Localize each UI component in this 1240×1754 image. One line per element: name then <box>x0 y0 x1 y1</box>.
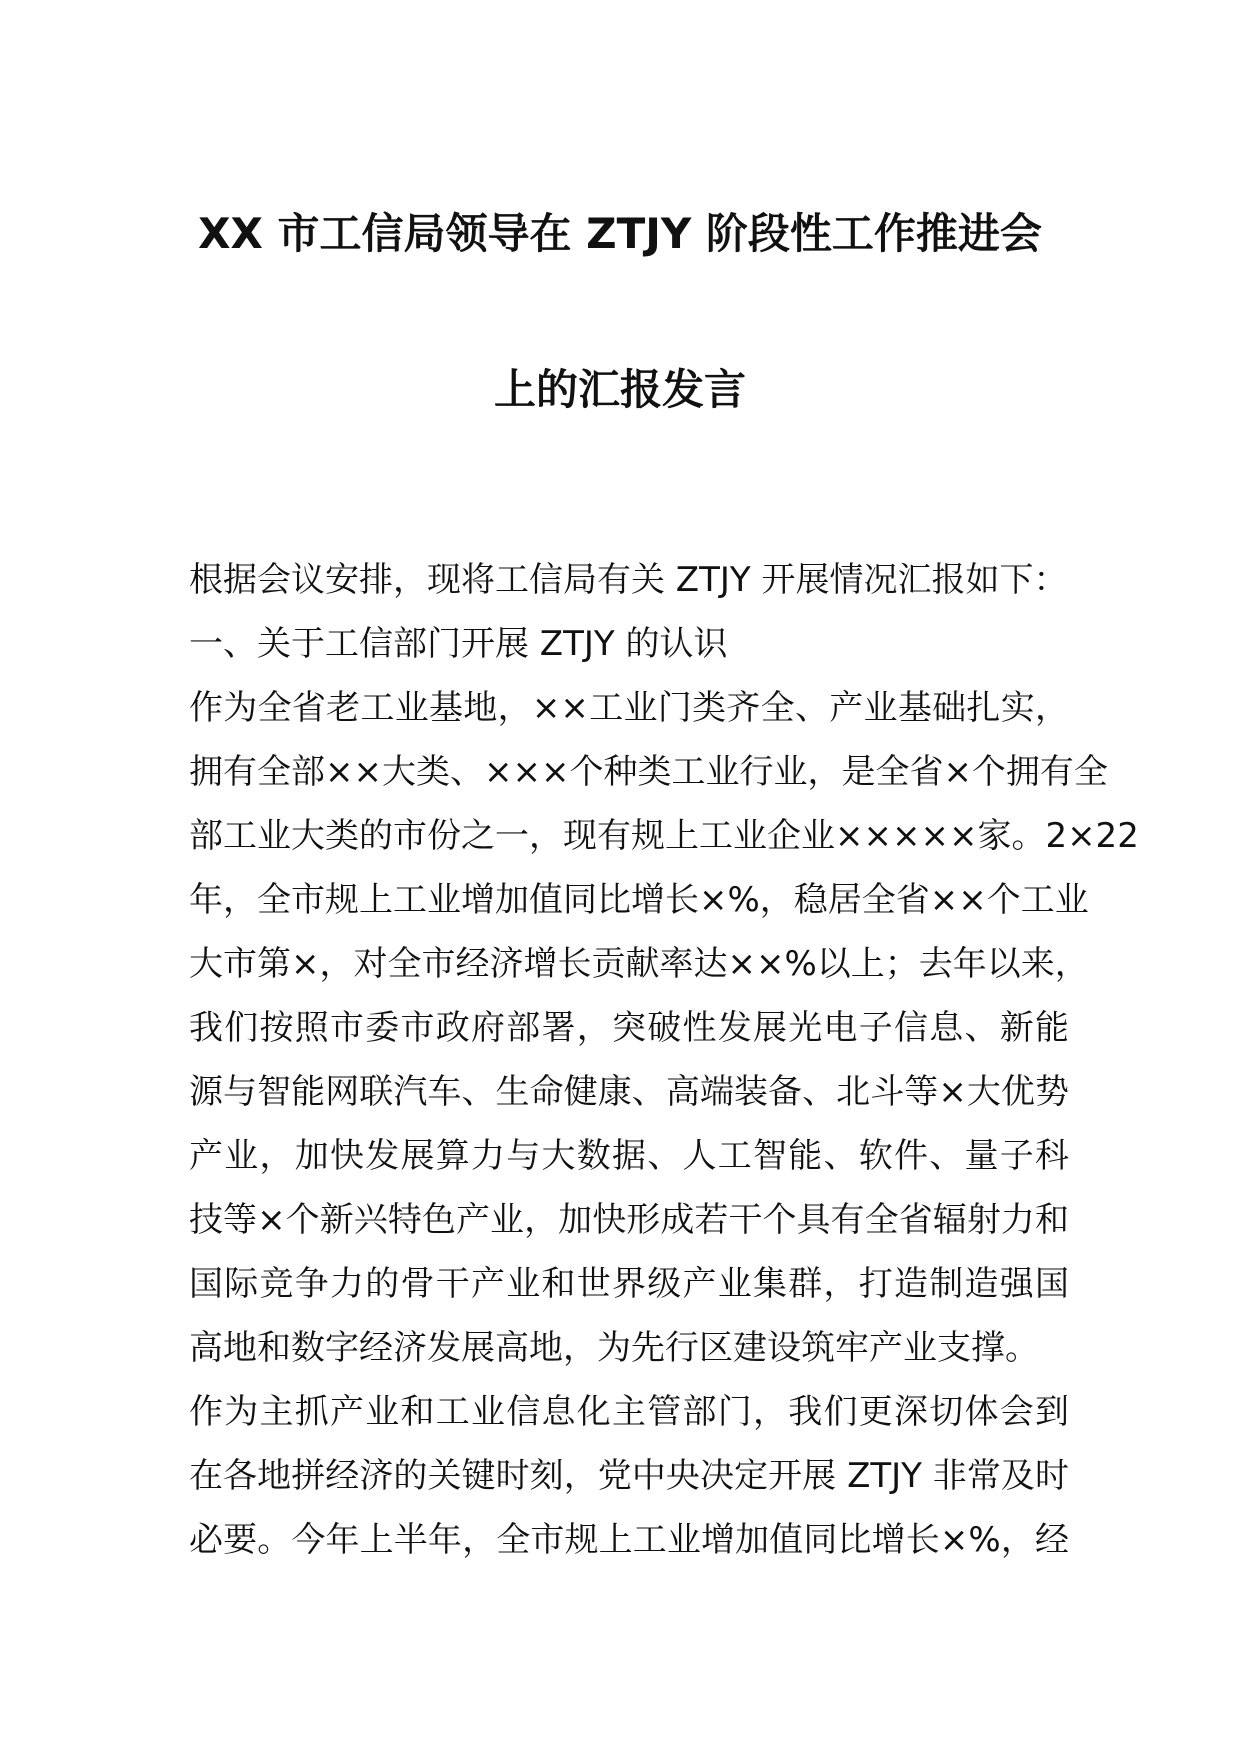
paragraph-line: 大市第×，对全市经济增长贡献率达××%以上；去年以来， <box>189 944 1089 984</box>
document-body <box>189 548 1139 1572</box>
paragraph-line: 产业，加快发展算力与大数据、人工智能、软件、量子科 <box>189 1136 1069 1176</box>
paragraph-line: 技等×个新兴特色产业，加快形成若干个具有全省辐射力和 <box>189 1200 1069 1240</box>
paragraph-line: 必要。今年上半年，全市规上工业增加值同比增长×%，经 <box>189 1520 1069 1560</box>
paragraph-line: 在各地拼经济的关键时刻，党中央决定开展 ZTJY 非常及时 <box>189 1456 1069 1496</box>
section-heading-1: 一、关于工信部门开展 ZTJY 的认识 <box>189 624 728 664</box>
paragraph-line: 我们按照市委市政府部署，突破性发展光电子信息、新能 <box>189 1008 1069 1048</box>
paragraph-line: 国际竞争力的骨干产业和世界级产业集群，打造制造强国 <box>189 1264 1069 1304</box>
document-title-line-1: XX 市工信局领导在 ZTJY 阶段性工作推进会 <box>198 209 1042 258</box>
paragraph-line: 高地和数字经济发展高地，为先行区建设筑牢产业支撑。 <box>189 1328 1039 1368</box>
paragraph-line: 拥有全部××大类、×××个种类工业行业，是全省×个拥有全 <box>189 752 1108 792</box>
paragraph-line: 作为全省老工业基地，××工业门类齐全、产业基础扎实， <box>189 688 1069 728</box>
document-title-line-2: 上的汇报发言 <box>493 365 746 414</box>
paragraph-line: 作为主抓产业和工业信息化主管部门，我们更深切体会到 <box>189 1392 1069 1432</box>
paragraph-line: 部工业大类的市份之一，现有规上工业企业×××××家。2×22 <box>189 816 1139 856</box>
intro-paragraph: 根据会议安排，现将工信局有关 ZTJY 开展情况汇报如下： <box>189 560 1068 600</box>
paragraph-line: 源与智能网联汽车、生命健康、高端装备、北斗等×大优势 <box>189 1072 1069 1112</box>
paragraph-line: 年，全市规上工业增加值同比增长×%，稳居全省××个工业 <box>189 880 1089 920</box>
